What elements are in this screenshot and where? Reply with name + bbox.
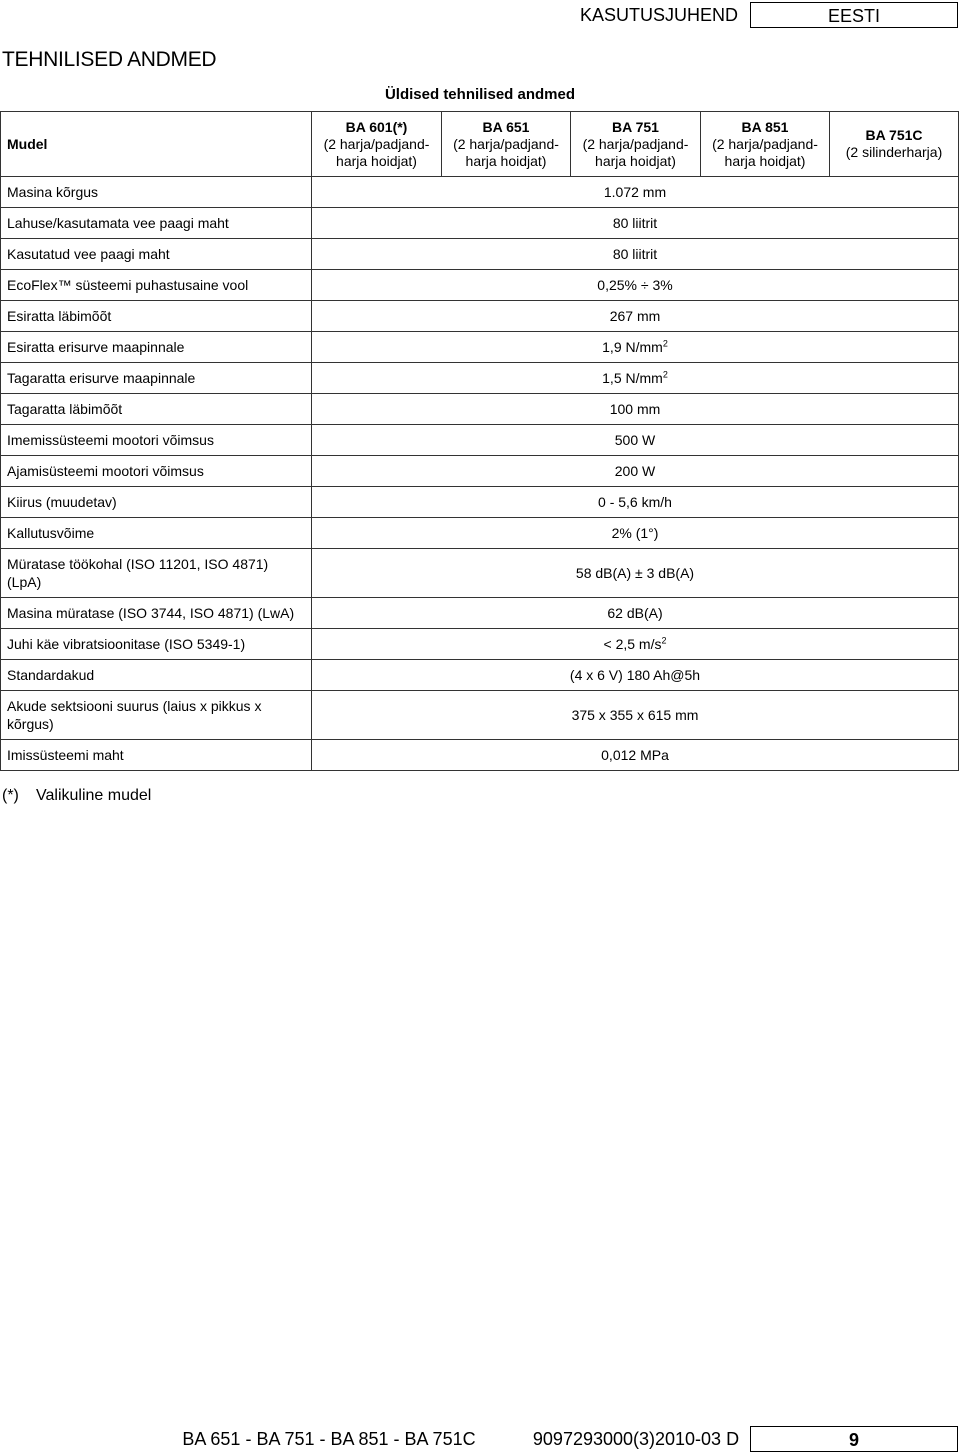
row-value	[312, 598, 959, 629]
row-value	[312, 425, 959, 456]
model-header	[442, 112, 571, 177]
row-value	[312, 301, 959, 332]
row-value	[312, 332, 959, 363]
row-value-text: (4 x 6 V) 180 Ah@5h	[569, 667, 701, 683]
row-label: Standardakud	[1, 660, 312, 691]
row-value-text: 1.072 mm	[603, 184, 667, 200]
row-value	[312, 208, 959, 239]
row-value	[312, 549, 959, 598]
table-row	[1, 629, 959, 660]
table-row	[1, 487, 959, 518]
row-value	[312, 660, 959, 691]
row-label: Tagaratta läbimõõt	[1, 394, 312, 425]
model-header	[571, 112, 701, 177]
row-label: Tagaratta erisurve maapinnale	[1, 363, 312, 394]
row-value-text: 375 x 355 x 615 mm	[571, 707, 699, 723]
row-value-text: 80 liitrit	[612, 246, 658, 262]
row-value-text: 500 W	[614, 432, 656, 448]
model-name: BA 651	[482, 118, 530, 135]
row-label: Imissüsteemi maht	[1, 740, 312, 771]
model-header	[312, 112, 442, 177]
table-row	[1, 456, 959, 487]
table-row	[1, 239, 959, 270]
table-row	[1, 394, 959, 425]
row-value	[312, 363, 959, 394]
row-label: Lahuse/kasutamata vee paagi maht	[1, 208, 312, 239]
row-value	[312, 239, 959, 270]
model-header	[701, 112, 830, 177]
row-value-text: 267 mm	[609, 308, 661, 324]
spec-table	[0, 111, 959, 771]
model-header	[830, 112, 959, 177]
table-row	[1, 549, 959, 598]
model-name: BA 851	[741, 118, 789, 135]
row-value-text: 0,25% ÷ 3%	[597, 277, 673, 293]
row-value	[312, 456, 959, 487]
model-desc: (2 silinderharja)	[845, 144, 943, 160]
table-row	[1, 270, 959, 301]
row-value	[312, 629, 959, 660]
table-row	[1, 177, 959, 208]
table-row	[1, 740, 959, 771]
table-row	[1, 518, 959, 549]
model-label: Mudel	[1, 112, 312, 177]
row-value-text: 2% (1°)	[611, 525, 659, 541]
row-label: Esiratta erisurve maapinnale	[1, 332, 312, 363]
row-value-text: 1,5 N/mm	[602, 370, 663, 386]
table-header-row	[1, 112, 959, 177]
row-value-text: 58 dB(A) ± 3 dB(A)	[575, 565, 695, 581]
row-value-superscript: 2	[661, 635, 667, 646]
row-value-text: 1,9 N/mm	[602, 339, 663, 355]
row-value-text: 0 - 5,6 km/h	[598, 494, 672, 510]
row-value-text: 100 mm	[609, 401, 661, 417]
row-label: EcoFlex™ süsteemi puhastusaine vool	[1, 270, 312, 301]
row-label: Kallutusvõime	[1, 518, 312, 549]
row-value	[312, 518, 959, 549]
row-value-text: 200 W	[614, 463, 656, 479]
row-value	[312, 691, 959, 740]
model-desc: (2 harja/padjand-harja hoidjat)	[712, 135, 818, 169]
table-row	[1, 425, 959, 456]
footnote-text: Valikuline mudel	[36, 787, 152, 804]
row-value-text: 62 dB(A)	[607, 605, 663, 621]
row-label: Kiirus (muudetav)	[1, 487, 312, 518]
model-desc: (2 harja/padjand-harja hoidjat)	[582, 135, 689, 169]
model-desc: (2 harja/padjand-harja hoidjat)	[323, 135, 430, 169]
row-value	[312, 394, 959, 425]
model-name: BA 601(*)	[345, 118, 408, 135]
row-value	[312, 177, 959, 208]
row-value	[312, 487, 959, 518]
footer-doc-number: 9097293000(3)2010-03 D	[532, 1429, 740, 1449]
table-row	[1, 301, 959, 332]
row-label: Akude sektsiooni suurus (laius x pikkus x kõrgus)	[1, 691, 312, 740]
footer-models: BA 651 - BA 751 - BA 851 - BA 751C	[182, 1429, 476, 1449]
row-label: Imemissüsteemi mootori võimsus	[1, 425, 312, 456]
language-label: EESTI	[750, 2, 958, 28]
footnote	[2, 787, 151, 805]
table-row	[1, 660, 959, 691]
page-title: TEHNILISED ANDMED	[2, 48, 217, 71]
model-name: BA 751C	[865, 127, 923, 143]
row-label: Müratase töökohal (ISO 11201, ISO 4871) (LpA)	[1, 549, 312, 598]
row-value-text: 80 liitrit	[612, 215, 658, 231]
table-row	[1, 332, 959, 363]
table-row	[1, 363, 959, 394]
row-label: Esiratta läbimõõt	[1, 301, 312, 332]
table-row	[1, 208, 959, 239]
table-row	[1, 691, 959, 740]
manual-title: KASUTUSJUHEND	[579, 5, 739, 25]
row-value	[312, 740, 959, 771]
row-value-text: < 2,5 m/s	[603, 636, 662, 652]
row-value-superscript: 2	[662, 369, 668, 380]
row-label: Ajamisüsteemi mootori võimsus	[1, 456, 312, 487]
footnote-mark: (*)	[2, 787, 19, 804]
row-label: Masina kõrgus	[1, 177, 312, 208]
row-label: Masina müratase (ISO 3744, ISO 4871) (LwA)	[1, 598, 312, 629]
row-value-text: 0,012 MPa	[601, 747, 669, 763]
row-value-superscript: 2	[662, 338, 668, 349]
row-label: Juhi käe vibratsioonitase (ISO 5349-1)	[1, 629, 312, 660]
model-name: BA 751	[612, 118, 659, 135]
model-desc: (2 harja/padjand-harja hoidjat)	[453, 135, 559, 169]
row-value	[312, 270, 959, 301]
row-label: Kasutatud vee paagi maht	[1, 239, 312, 270]
table-row	[1, 598, 959, 629]
table-caption: Üldised tehnilised andmed	[384, 86, 576, 103]
page-number: 9	[750, 1426, 958, 1452]
